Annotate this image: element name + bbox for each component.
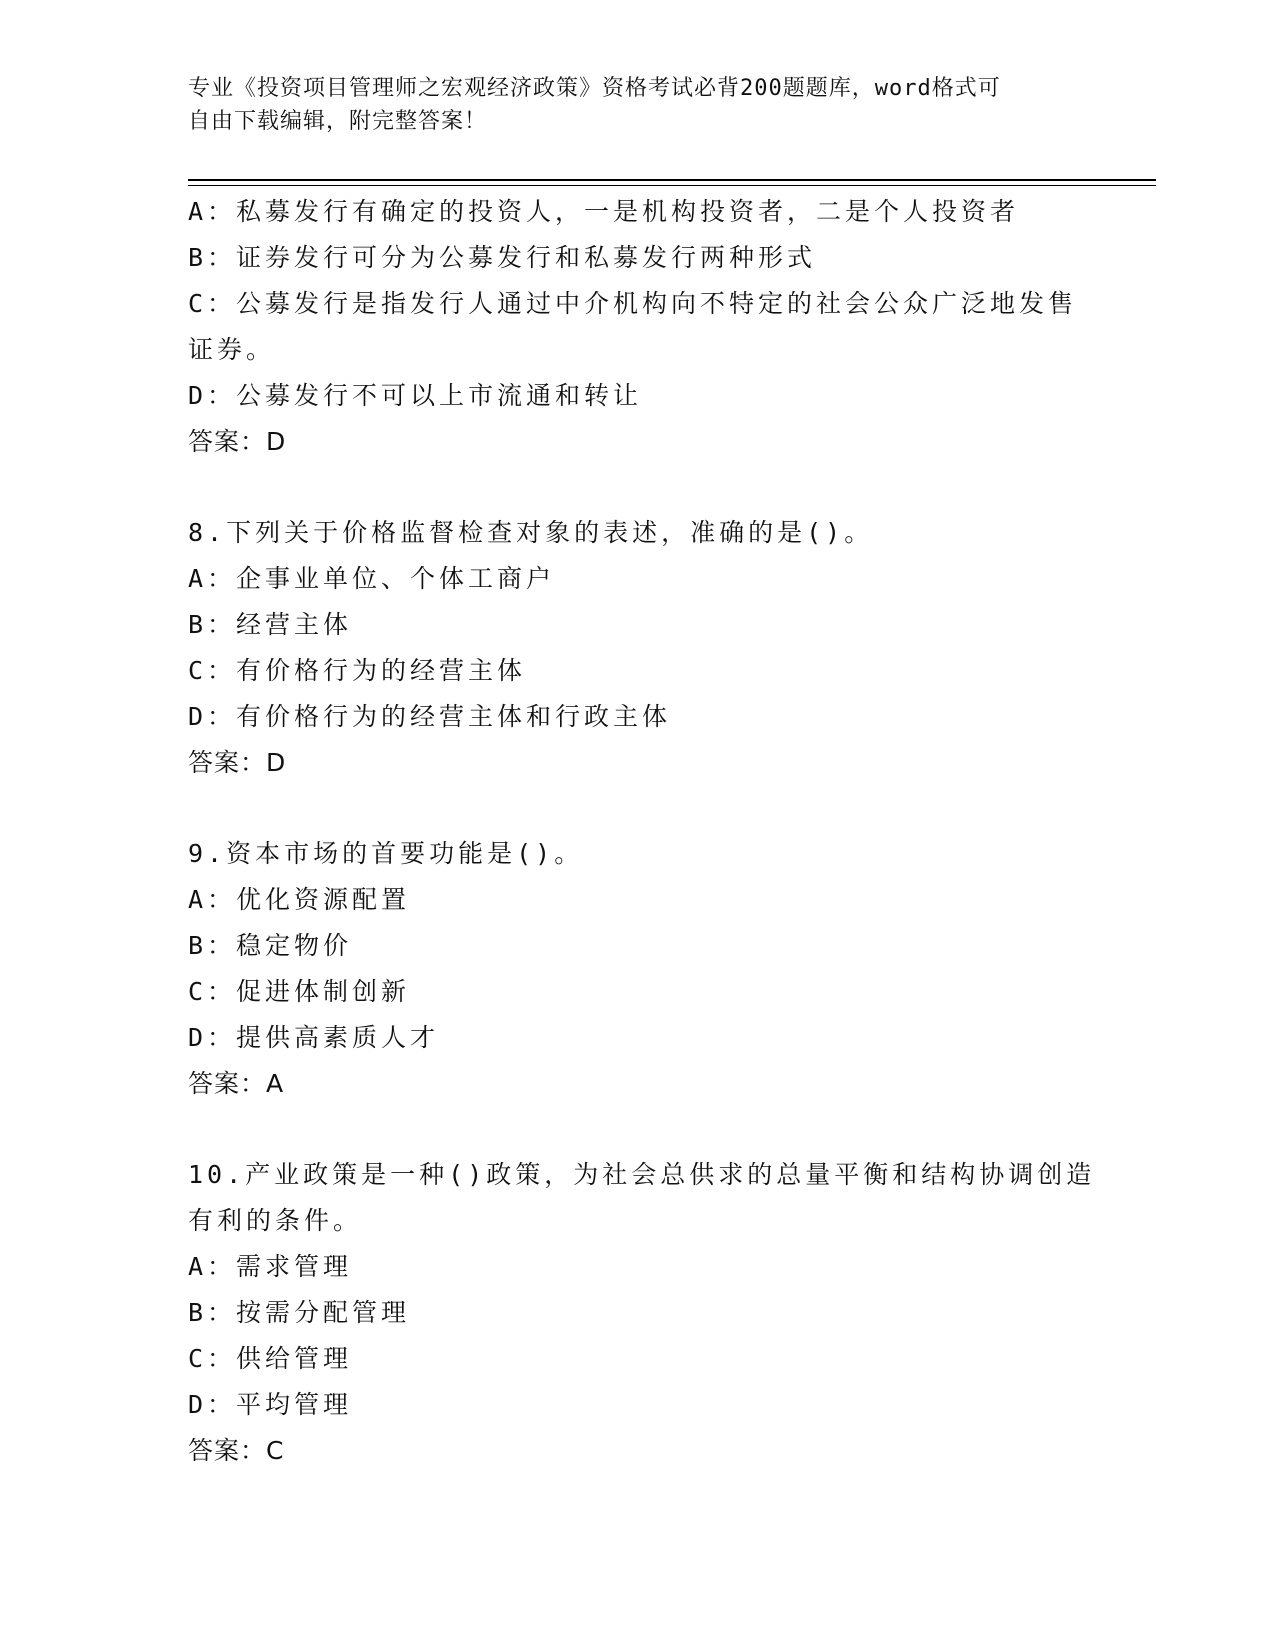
- question-stem-continued: 有利的条件。: [188, 1206, 363, 1235]
- question-8: [188, 510, 1088, 786]
- header-rule-thin: [188, 185, 1156, 186]
- answer-line: 答案：D: [188, 748, 287, 777]
- option-a: A：优化资源配置: [188, 885, 411, 914]
- question-10: [188, 1152, 1096, 1474]
- option-c-continued: 证券。: [188, 335, 276, 364]
- option-c: C：有价格行为的经营主体: [188, 656, 527, 685]
- spacer: [188, 786, 1088, 831]
- option-a: A：私募发行有确定的投资人，一是机构投资者，二是个人投资者: [188, 197, 1020, 226]
- option-b: B：按需分配管理: [188, 1298, 411, 1327]
- question-stem: 8.下列关于价格监督检查对象的表述，准确的是()。: [188, 518, 874, 547]
- question-9: [188, 831, 1088, 1107]
- answer-line: 答案：C: [188, 1436, 285, 1465]
- answer-line: 答案：D: [188, 427, 287, 456]
- option-d: D：公募发行不可以上市流通和转让: [188, 381, 643, 410]
- option-c: C：促进体制创新: [188, 977, 411, 1006]
- option-b: B：证券发行可分为公募发行和私募发行两种形式: [188, 243, 817, 272]
- option-d: D：提供高素质人才: [188, 1023, 440, 1052]
- question-stem: 9.资本市场的首要功能是()。: [188, 839, 584, 868]
- spacer: [188, 465, 1088, 510]
- spacer: [188, 1107, 1088, 1152]
- option-a: A：企事业单位、个体工商户: [188, 564, 556, 593]
- header-title-line-1: 专业《投资项目管理师之宏观经济政策》资格考试必背200题题库，word格式可: [188, 76, 1001, 101]
- header-title-line-2: 自由下载编辑，附完整答案！: [188, 109, 488, 134]
- question-stem: 10.产业政策是一种()政策，为社会总供求的总量平衡和结构协调创造: [188, 1160, 1096, 1189]
- option-b: B：稳定物价: [188, 931, 353, 960]
- option-c: C：供给管理: [188, 1344, 353, 1373]
- option-d: D：有价格行为的经营主体和行政主体: [188, 702, 672, 731]
- question-list: [188, 189, 1096, 1474]
- option-d: D：平均管理: [188, 1390, 353, 1419]
- option-a: A：需求管理: [188, 1252, 353, 1281]
- document-header: [188, 72, 1068, 138]
- header-rule-thick: [188, 179, 1156, 181]
- option-b: B：经营主体: [188, 610, 353, 639]
- answer-line: 答案：A: [188, 1069, 285, 1098]
- option-c: C：公募发行是指发行人通过中介机构向不特定的社会公众广泛地发售: [188, 289, 1078, 318]
- question-7-continued: [188, 189, 1088, 465]
